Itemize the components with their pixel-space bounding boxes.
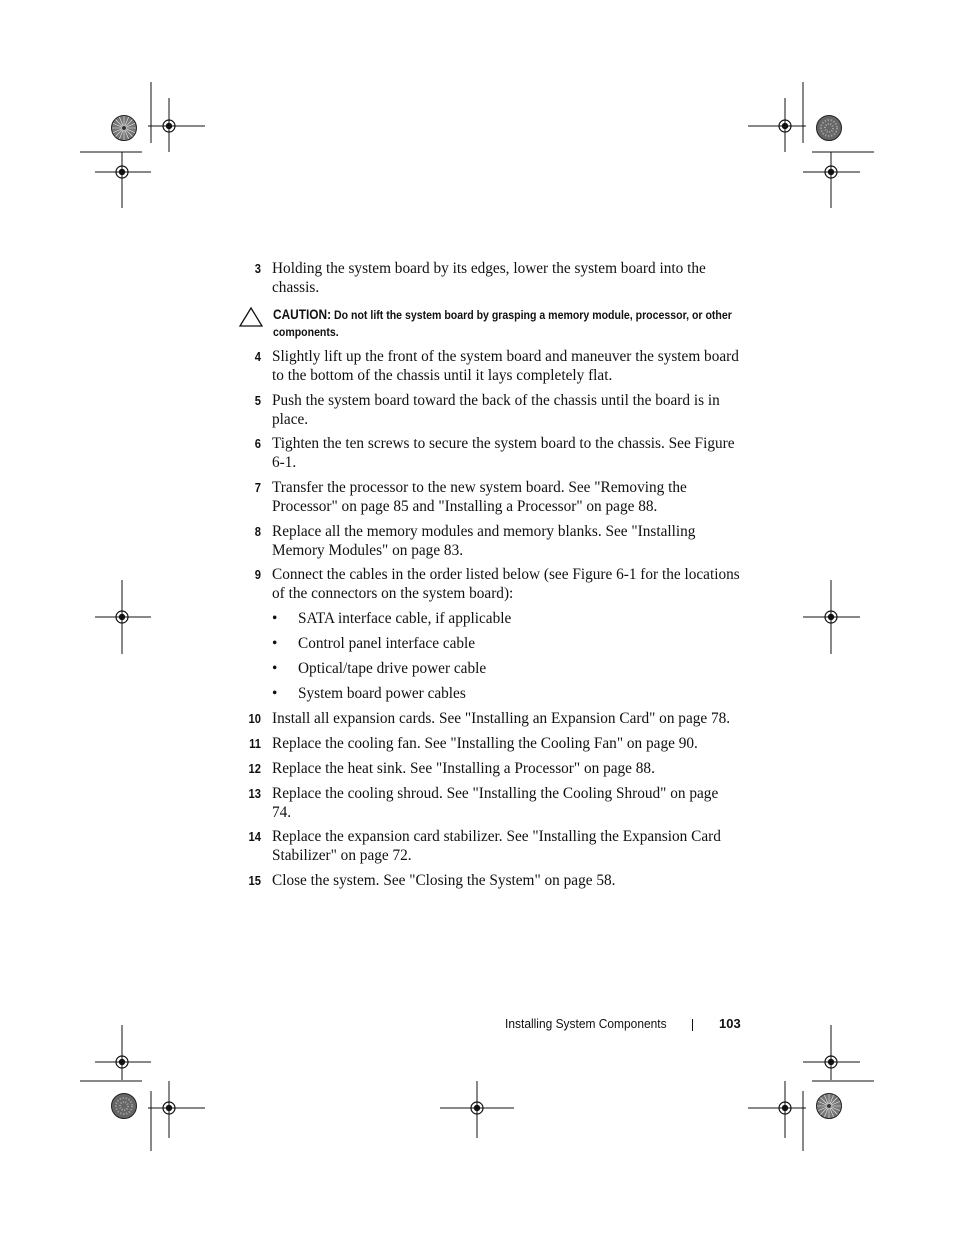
step-number: 15	[248, 873, 261, 888]
step-14	[241, 827, 741, 865]
step-number: 14	[248, 829, 261, 844]
caution-text: Do not lift the system board by grasping a memory module, processor, or other components.	[273, 308, 732, 339]
bullet-marker: •	[272, 685, 278, 702]
step-8	[241, 522, 741, 560]
caution-note	[241, 306, 741, 341]
bullet-text: SATA interface cable, if applicable	[298, 610, 512, 627]
page-number: 103	[719, 1016, 741, 1031]
bullet-text: Optical/tape drive power cable	[298, 660, 487, 677]
step-3	[241, 259, 741, 297]
step-number: 8	[254, 524, 261, 539]
step-text: Connect the cables in the order listed below (see Figure 6-1 for the locations of the connectors on the system board):	[272, 566, 740, 602]
bullet-item	[272, 634, 732, 653]
step-6	[241, 434, 741, 472]
step-text: Tighten the ten screws to secure the system board to the chassis. See Figure 6-1.	[272, 435, 735, 471]
page-footer	[0, 1014, 954, 1036]
step-9	[241, 565, 741, 603]
footer-divider	[692, 1019, 693, 1031]
step-text: Install all expansion cards. See "Installing an Expansion Card" on page 78.	[272, 710, 731, 727]
step-10	[241, 709, 741, 728]
caution-text-block	[273, 306, 739, 341]
step-5	[241, 391, 741, 429]
bullet-marker: •	[272, 635, 278, 652]
step-text: Slightly lift up the front of the system board and maneuver the system board to the bottom of the chassis until it lays completely flat.	[272, 348, 739, 384]
step-text: Replace the expansion card stabilizer. See "Installing the Expansion Card Stabilizer" on page 72.	[272, 828, 721, 864]
step-4	[241, 347, 741, 385]
step-text: Transfer the processor to the new system board. See "Removing the Processor" on page 85 and "Installing a Processor" on page 88.	[272, 479, 687, 515]
step-number: 11	[249, 736, 261, 751]
step-11	[241, 734, 741, 753]
bullet-marker: •	[272, 610, 278, 627]
step-number: 6	[254, 436, 261, 451]
step-13	[241, 784, 741, 822]
step-12	[241, 759, 741, 778]
footer-section-title: Installing System Components	[505, 1016, 667, 1031]
step-7	[241, 478, 741, 516]
bullet-item	[272, 659, 732, 678]
step-text: Replace the heat sink. See "Installing a Processor" on page 88.	[272, 760, 655, 777]
step-number: 13	[248, 786, 261, 801]
caution-triangle-icon	[238, 306, 264, 328]
step-text: Replace all the memory modules and memory blanks. See "Installing Memory Modules" on page 83.	[272, 523, 696, 559]
step-15	[241, 871, 741, 890]
step-number: 12	[248, 761, 261, 776]
step-text: Close the system. See "Closing the System" on page 58.	[272, 872, 616, 889]
step-text: Push the system board toward the back of the chassis until the board is in place.	[272, 392, 720, 428]
step-text: Replace the cooling fan. See "Installing the Cooling Fan" on page 90.	[272, 735, 698, 752]
step-number: 9	[254, 567, 261, 582]
bullet-text: Control panel interface cable	[298, 635, 476, 652]
step-number: 5	[254, 393, 261, 408]
bullet-item	[272, 684, 732, 703]
bullet-item	[272, 609, 732, 628]
step-text: Holding the system board by its edges, lower the system board into the chassis.	[272, 260, 706, 296]
step-number: 10	[248, 711, 261, 726]
step-number: 3	[254, 261, 261, 276]
bullet-marker: •	[272, 660, 278, 677]
step-text: Replace the cooling shroud. See "Installing the Cooling Shroud" on page 74.	[272, 785, 719, 821]
bullet-text: System board power cables	[298, 685, 466, 702]
step-number: 7	[254, 480, 261, 495]
caution-label: CAUTION:	[273, 307, 332, 322]
step-number: 4	[254, 349, 261, 364]
